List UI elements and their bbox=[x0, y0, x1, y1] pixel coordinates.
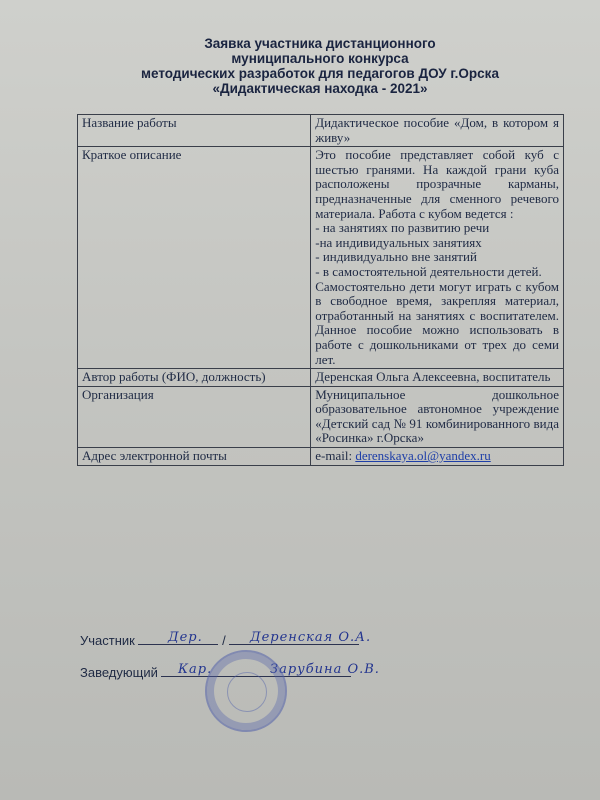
email-prefix: e-mail: bbox=[315, 448, 356, 464]
participant-label: Участник bbox=[80, 633, 135, 648]
table-row bbox=[78, 147, 564, 369]
description-paragraph-2: Самостоятельно дети могут играть с кубом в свободное время, закрепляя материал, отработанный на занятиях с воспитателем. Данное пособие можно использовать в работе с дошкольниками от трех до семи лет. bbox=[315, 278, 559, 367]
list-item: - индивидуально вне занятий bbox=[315, 249, 477, 265]
list-item: - в самостоятельной деятельности детей. bbox=[315, 263, 542, 279]
header-line-4: «Дидактическая находка - 2021» bbox=[212, 81, 428, 96]
email-value bbox=[311, 448, 564, 466]
organization-value: Муниципальное дошкольное образовательное автономное учреждение «Детский сад № 91 комбинированного вида «Росинка» г.Орска» bbox=[311, 386, 564, 447]
email-label: Адрес электронной почты bbox=[78, 448, 311, 466]
table-row bbox=[78, 115, 564, 147]
organization-label: Организация bbox=[78, 386, 311, 447]
work-title-label: Название работы bbox=[78, 115, 311, 147]
document-header bbox=[40, 36, 600, 96]
work-title-value: Дидактическое пособие «Дом, в котором я живу» bbox=[311, 115, 564, 147]
participant-handwritten-name: Деренская О.А. bbox=[250, 630, 372, 645]
head-handwritten-name: Зарубина О.В. bbox=[270, 662, 380, 677]
description-value bbox=[311, 147, 564, 369]
email-link[interactable]: derenskaya.ol@yandex.ru bbox=[355, 448, 491, 464]
participant-handwritten-signature: Дер. bbox=[168, 630, 203, 645]
author-value: Деренская Ольга Алексеевна, воспитатель bbox=[311, 369, 564, 387]
organization-stamp-icon bbox=[205, 650, 287, 732]
description-paragraph-1: Это пособие представляет собой куб с шестью гранями. На каждой грани куба расположены прозрачные карманы, предназначенные для сменного речевого материала. Работа с кубом ведется : bbox=[315, 147, 559, 221]
head-label: Заведующий bbox=[80, 665, 158, 680]
header-line-1: Заявка участника дистанционного bbox=[204, 36, 436, 51]
head-handwritten-signature: Кар. bbox=[178, 662, 213, 677]
table-row bbox=[78, 386, 564, 447]
header-line-2: муниципального конкурса bbox=[231, 51, 409, 66]
table-row bbox=[78, 369, 564, 387]
stamp-emblem-icon bbox=[227, 672, 267, 712]
author-label: Автор работы (ФИО, должность) bbox=[78, 369, 311, 387]
list-item: -на индивидуальных занятиях bbox=[315, 234, 482, 250]
table-row bbox=[78, 448, 564, 466]
description-list bbox=[315, 221, 559, 279]
list-item: - на занятиях по развитию речи bbox=[315, 220, 490, 236]
application-table bbox=[77, 114, 564, 466]
participant-signature-row: Участник / bbox=[80, 632, 359, 648]
header-line-3: методических разработок для педагогов ДОУ г.Орска bbox=[141, 66, 499, 81]
description-label: Краткое описание bbox=[78, 147, 311, 369]
